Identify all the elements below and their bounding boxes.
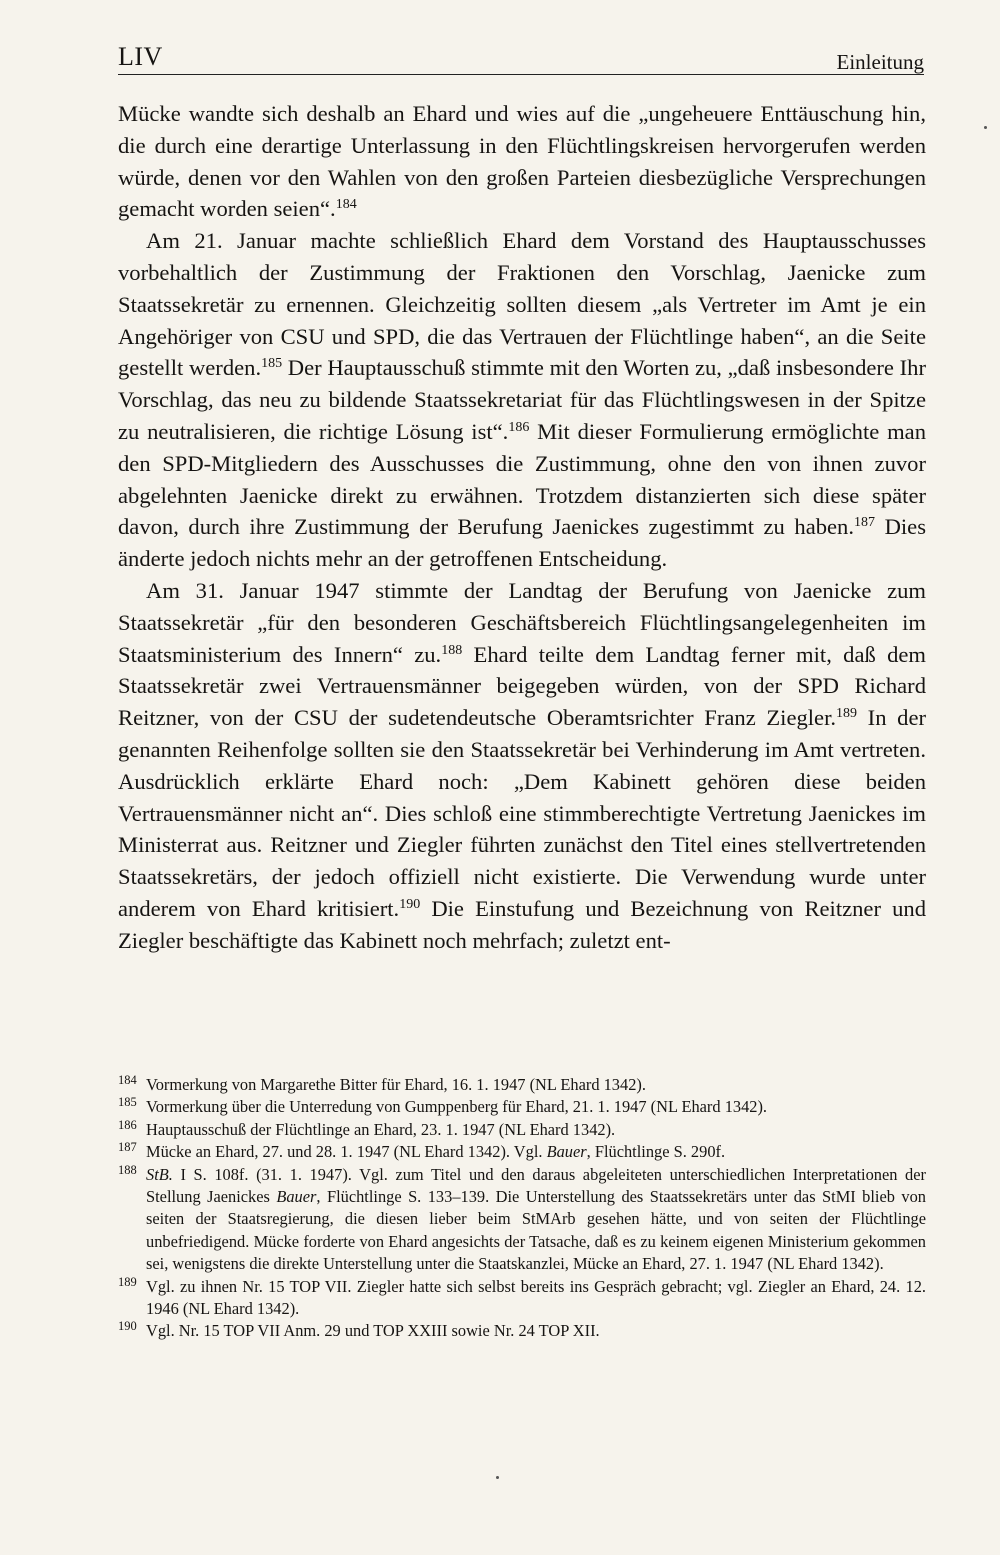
text-run: Am 31. Januar 1947 stimmte der Landtag der Berufung von Jaenicke zum Staatssekretär „für den besonderen Geschäftsbereich Flüchtlingsangelegenheiten im Staatsministerium des Innern“ zu. bbox=[118, 577, 926, 667]
footnote-number: 189 bbox=[118, 1274, 137, 1289]
footnote-number: 188 bbox=[118, 1162, 137, 1177]
footnote-186 bbox=[118, 1119, 926, 1141]
footnote-184 bbox=[118, 1074, 926, 1096]
footnote-ref-187: 187 bbox=[854, 515, 876, 531]
text-run: Die Einstufung und Bezeichnung von Reitzner und Ziegler beschäftigte das Kabinett noch mehrfach; zuletzt ent- bbox=[118, 895, 927, 953]
footnote-text: Vgl. zu ihnen Nr. 15 TOP VII. Ziegler hatte sich selbst bereits ins Gespräch gebracht; vgl. Ziegler an Ehard, 24. 12. 1946 (NL Ehard 1342). bbox=[146, 1276, 926, 1319]
footnote-number: 185 bbox=[118, 1095, 137, 1110]
paragraph-3 bbox=[118, 575, 926, 957]
footnote-ref-185: 185 bbox=[261, 356, 283, 372]
main-text bbox=[118, 98, 926, 957]
author-name: Bauer bbox=[546, 1142, 587, 1162]
footnote-text: , Flüchtlinge S. 133–139. Die Unterstellung des Staatssekretärs unter das StMI blieb von seiten der Staatsregierung, die diesen lieber beim StMArb gesehen hätte, und von seiten der Flüchtlinge unbefriedigend. Mücke forderte von Ehard angesichts der Tatsache, daß es zu keinem eigenen Ministerium gekommen sei, wenigstens die direkte Unterstellung unter die Staatskanzlei, Mücke an Ehard, 27. 1. 1947 (NL Ehard 1342). bbox=[146, 1187, 926, 1274]
footnote-188 bbox=[118, 1164, 926, 1276]
text-run: In der genannten Reihenfolge sollten sie den Staatssekretär bei Verhinderung im Amt vertreten. Ausdrücklich erklärte Ehard noch: „Dem Kabinett gehören diese beiden Vertrauensmänner nicht an“. Dies schloß eine stimmberechtigte Vertretung Jaenickes im Ministerrat aus. Reitzner und Ziegler führten zunächst den Titel eines stellvertretenden Staatssekretärs, der jedoch offiziell nicht existierte. Die Verwendung wurde unter anderem von Ehard kritisiert. bbox=[118, 705, 927, 921]
footnote-number: 187 bbox=[118, 1140, 137, 1155]
text-run: Mücke wandte sich deshalb an Ehard und wies auf die „ungeheuere Enttäuschung hin, die durch eine derartige Unterlassung in den Flüchtlingskreisen hervorgerufen werden würde, denen vor den Wahlen von den großen Parteien diesbezügliche Versprechungen gemacht worden seien“. bbox=[118, 101, 926, 222]
footnote-text: Vgl. Nr. 15 TOP VII Anm. 29 und TOP XXIII sowie Nr. 24 TOP XII. bbox=[146, 1321, 600, 1341]
text-run: Ehard teilte dem Landtag ferner mit, daß dem Staatssekretär zwei Vertrauensmänner beigegeben würden, von der SPD Richard Reitzner, von der CSU der sudetendeutsche Oberamtsrichter Franz Ziegler. bbox=[118, 641, 926, 731]
paragraph-2 bbox=[118, 225, 926, 575]
source-abbreviation: StB. bbox=[146, 1164, 173, 1184]
footnote-ref-184: 184 bbox=[335, 197, 357, 213]
footnote-189 bbox=[118, 1276, 926, 1321]
footnote-ref-189: 189 bbox=[836, 706, 858, 722]
footnote-number: 184 bbox=[118, 1073, 137, 1087]
footnote-number: 186 bbox=[118, 1117, 137, 1132]
footnotes bbox=[118, 1074, 926, 1343]
footnote-ref-186: 186 bbox=[508, 419, 530, 435]
footnote-text: Mücke an Ehard, 27. und 28. 1. 1947 (NL Ehard 1342). Vgl. bbox=[146, 1142, 547, 1162]
footnote-text: I S. 108f. (31. 1. 1947). Vgl. zum Titel und den daraus abgeleiteten unterschiedlichen Interpretationen der Stellung Jaenickes bbox=[146, 1164, 926, 1207]
footnote-text: Hauptausschuß der Flüchtlinge an Ehard, 23. 1. 1947 (NL Ehard 1342). bbox=[146, 1119, 616, 1139]
footnote-190 bbox=[118, 1320, 926, 1342]
text-run: Mit dieser Formulierung ermöglichte man den SPD-Mitgliedern des Ausschusses die Zustimmung, ohne den von ihnen zuvor abgelehnten Jaenicke direkt zu erwähnen. Trotzdem distanzierten sich diese später davon, durch ihre Zustimmung der Berufung Jaenickes zugestimmt zu haben. bbox=[118, 418, 926, 540]
footnote-number: 190 bbox=[118, 1319, 137, 1334]
page-header bbox=[118, 36, 924, 75]
paragraph-1 bbox=[118, 98, 926, 225]
footnote-text: , Flüchtlinge S. 290f. bbox=[586, 1142, 726, 1162]
author-name: Bauer bbox=[276, 1187, 317, 1207]
text-run: Dies änderte jedoch nichts mehr an der getroffenen Entscheidung. bbox=[118, 514, 926, 572]
running-head: Einleitung bbox=[836, 50, 924, 74]
footnote-185 bbox=[118, 1096, 926, 1118]
paper-speck bbox=[984, 126, 987, 129]
footnote-187 bbox=[118, 1141, 926, 1163]
footnote-ref-188: 188 bbox=[441, 642, 463, 658]
footnote-ref-190: 190 bbox=[399, 896, 421, 912]
text-run: Der Hauptausschuß stimmte mit den Worten zu, „daß insbesondere Ihr Vorschlag, das neu zu bildende Staatssekretariat für das Flüchtlingswesen in der Spitze zu neutralisieren, die richtige Lösung ist“. bbox=[118, 355, 926, 444]
paper-speck bbox=[496, 1476, 499, 1479]
footnote-text: Vormerkung von Margarethe Bitter für Ehard, 16. 1. 1947 (NL Ehard 1342). bbox=[146, 1075, 646, 1094]
footnote-text: Vormerkung über die Unterredung von Gumppenberg für Ehard, 21. 1. 1947 (NL Ehard 1342). bbox=[146, 1097, 768, 1117]
page-number: LIV bbox=[118, 42, 163, 71]
text-run: Am 21. Januar machte schließlich Ehard dem Vorstand des Hauptausschusses vorbehaltlich der Zustimmung der Fraktionen den Vorschlag, Jaenicke zum Staatssekretär zu ernennen. Gleichzeitig sollten diesem „als Vertreter im Amt je ein Angehöriger von CSU und SPD, die das Vertrauen der Flüchtlinge haben“, an die Seite gestellt werden. bbox=[118, 228, 926, 381]
